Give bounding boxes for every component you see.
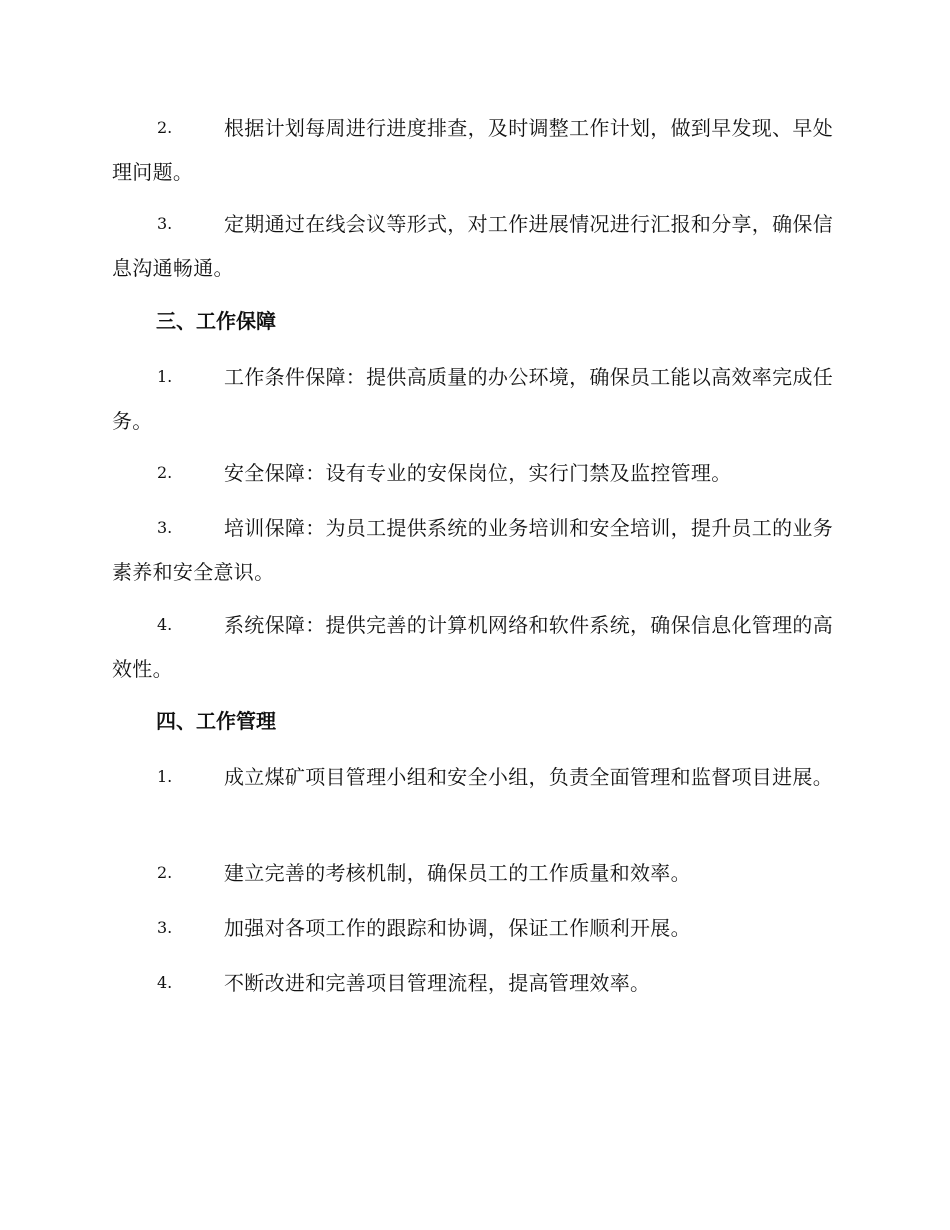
list-item-number: 3.	[157, 918, 173, 937]
list-item-text: 培训保障：为员工提供系统的业务培训和安全培训，提升员工的业务素养和安全意识。	[112, 516, 833, 584]
list-item-number: 1.	[157, 767, 173, 786]
list-item-text: 工作条件保障：提供高质量的办公环境，确保员工能以高效率完成任务。	[112, 365, 833, 433]
list-item	[112, 106, 836, 194]
list-item-text: 成立煤矿项目管理小组和安全小组，负责全面管理和监督项目进展。	[224, 765, 833, 789]
list-item-text: 根据计划每周进行进度排查，及时调整工作计划，做到早发现、早处理问题。	[112, 116, 833, 184]
list-item	[112, 755, 836, 799]
list-item	[112, 451, 836, 495]
section-heading-work-guarantee: 三、工作保障	[156, 309, 276, 333]
list-item-text: 定期通过在线会议等形式，对工作进展情况进行汇报和分享，确保信息沟通畅通。	[112, 212, 833, 280]
list-item-number: 1.	[157, 367, 173, 386]
list-item	[112, 961, 836, 1005]
list-item-text: 系统保障：提供完善的计算机网络和软件系统，确保信息化管理的高效性。	[112, 613, 833, 681]
list-item	[112, 906, 836, 950]
list-item-number: 2.	[157, 118, 173, 137]
list-item-text: 不断改进和完善项目管理流程，提高管理效率。	[224, 971, 651, 995]
list-item-number: 2.	[157, 863, 173, 882]
list-item-number: 3.	[157, 214, 173, 233]
list-item-text: 加强对各项工作的跟踪和协调，保证工作顺利开展。	[224, 916, 691, 940]
list-item-text: 建立完善的考核机制，确保员工的工作质量和效率。	[224, 861, 691, 885]
list-item	[112, 202, 836, 290]
list-item-number: 4.	[157, 615, 173, 634]
list-item	[112, 506, 836, 594]
list-item	[112, 603, 836, 691]
section-heading-work-management: 四、工作管理	[156, 709, 276, 733]
list-item-text: 安全保障：设有专业的安保岗位，实行门禁及监控管理。	[224, 461, 732, 485]
list-item-number: 4.	[157, 973, 173, 992]
list-item	[112, 851, 836, 895]
list-item-number: 2.	[157, 463, 173, 482]
list-item	[112, 355, 836, 443]
list-item-number: 3.	[157, 518, 173, 537]
